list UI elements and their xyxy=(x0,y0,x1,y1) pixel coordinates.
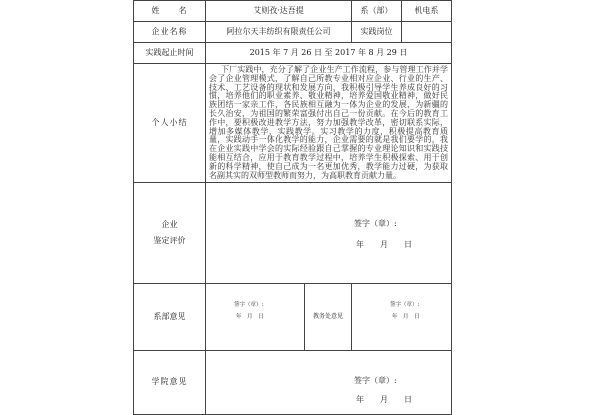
academic-affairs-cell xyxy=(352,284,452,351)
dept-value: 机电系 xyxy=(402,1,452,22)
summary-text-cell xyxy=(206,64,452,183)
enterprise-eval-label-line1: 企业 xyxy=(161,219,178,229)
dept-opinion-cell xyxy=(206,284,305,351)
college-date: 年 月 日 xyxy=(356,395,412,405)
enterprise-eval-label xyxy=(134,183,206,284)
name-label: 姓 名 xyxy=(134,1,206,22)
practice-form-table xyxy=(133,0,452,415)
name-value: 艾则孜·达吾提 xyxy=(206,1,352,22)
position-label: 实践岗位 xyxy=(352,22,402,43)
enterprise-date: 年 月 日 xyxy=(356,240,412,250)
enterprise-eval-cell xyxy=(206,183,452,284)
academic-affairs-label: 教务处意见 xyxy=(305,284,352,351)
company-value: 阿拉尔天丰纺织有限责任公司 xyxy=(206,22,352,43)
enterprise-signature: 签字（章）: xyxy=(354,219,397,229)
academic-affairs-date: 年 月 日 xyxy=(392,314,420,321)
dept-opinion-label: 系部意见 xyxy=(134,284,206,351)
dept-label: 系（部） xyxy=(352,1,402,22)
dept-opinion-date: 年 月 日 xyxy=(236,314,264,321)
company-label: 企业名称 xyxy=(134,22,206,43)
enterprise-eval-label-line2: 鉴定评价 xyxy=(153,236,186,246)
period-label: 实践起止时间 xyxy=(134,43,206,64)
summary-label: 个人小结 xyxy=(134,64,206,183)
college-opinion-cell xyxy=(206,351,452,415)
college-signature: 签字（章）: xyxy=(354,376,397,386)
summary-text: 下厂实践中，充分了解了企业生产工作流程，参与管理工作并学会了企业管理模式，了解自己所教专业相对应企业、行业的生产、技术、工艺设备的现状和发展方向，我积极引导学生养成良好的习惯，培养他们的职业素养、敬业精神，培养爱国敬业精神，做好民族团结一家亲工作，各民族相互融为一体为企业的发展，为新疆的长久治安，为祖国的繁荣富强付出自己一份贡献。在今后的教育工作中，要积极改进教学方法，努力加强教学改革，密切联系实际，增加多媒体教学，实践教学。实习教学的力度，积极提高教育质量，实践动手一体化教学的能力，企业需要的就是我们要学的，我在企业实践中学会的实际经验跟自己掌握的专业理论知识和实践技能相互结合，应用于教育教学过程中，培养学生积极探索、用于创新的科学精神，使自己成为一名更加优秀，教学能力过硬，为获取名副其实的双师型教师而努力，为高职教育贡献力量。 xyxy=(209,65,449,180)
dept-opinion-signature: 签字（章）: xyxy=(234,302,264,309)
college-opinion-label: 学院意见 xyxy=(134,351,206,415)
position-value xyxy=(402,22,452,43)
academic-affairs-signature: 签字（章）: xyxy=(390,302,420,309)
period-value: 2015 年 7 月 26 日 至 2017 年 8 月 29 日 xyxy=(206,43,452,64)
